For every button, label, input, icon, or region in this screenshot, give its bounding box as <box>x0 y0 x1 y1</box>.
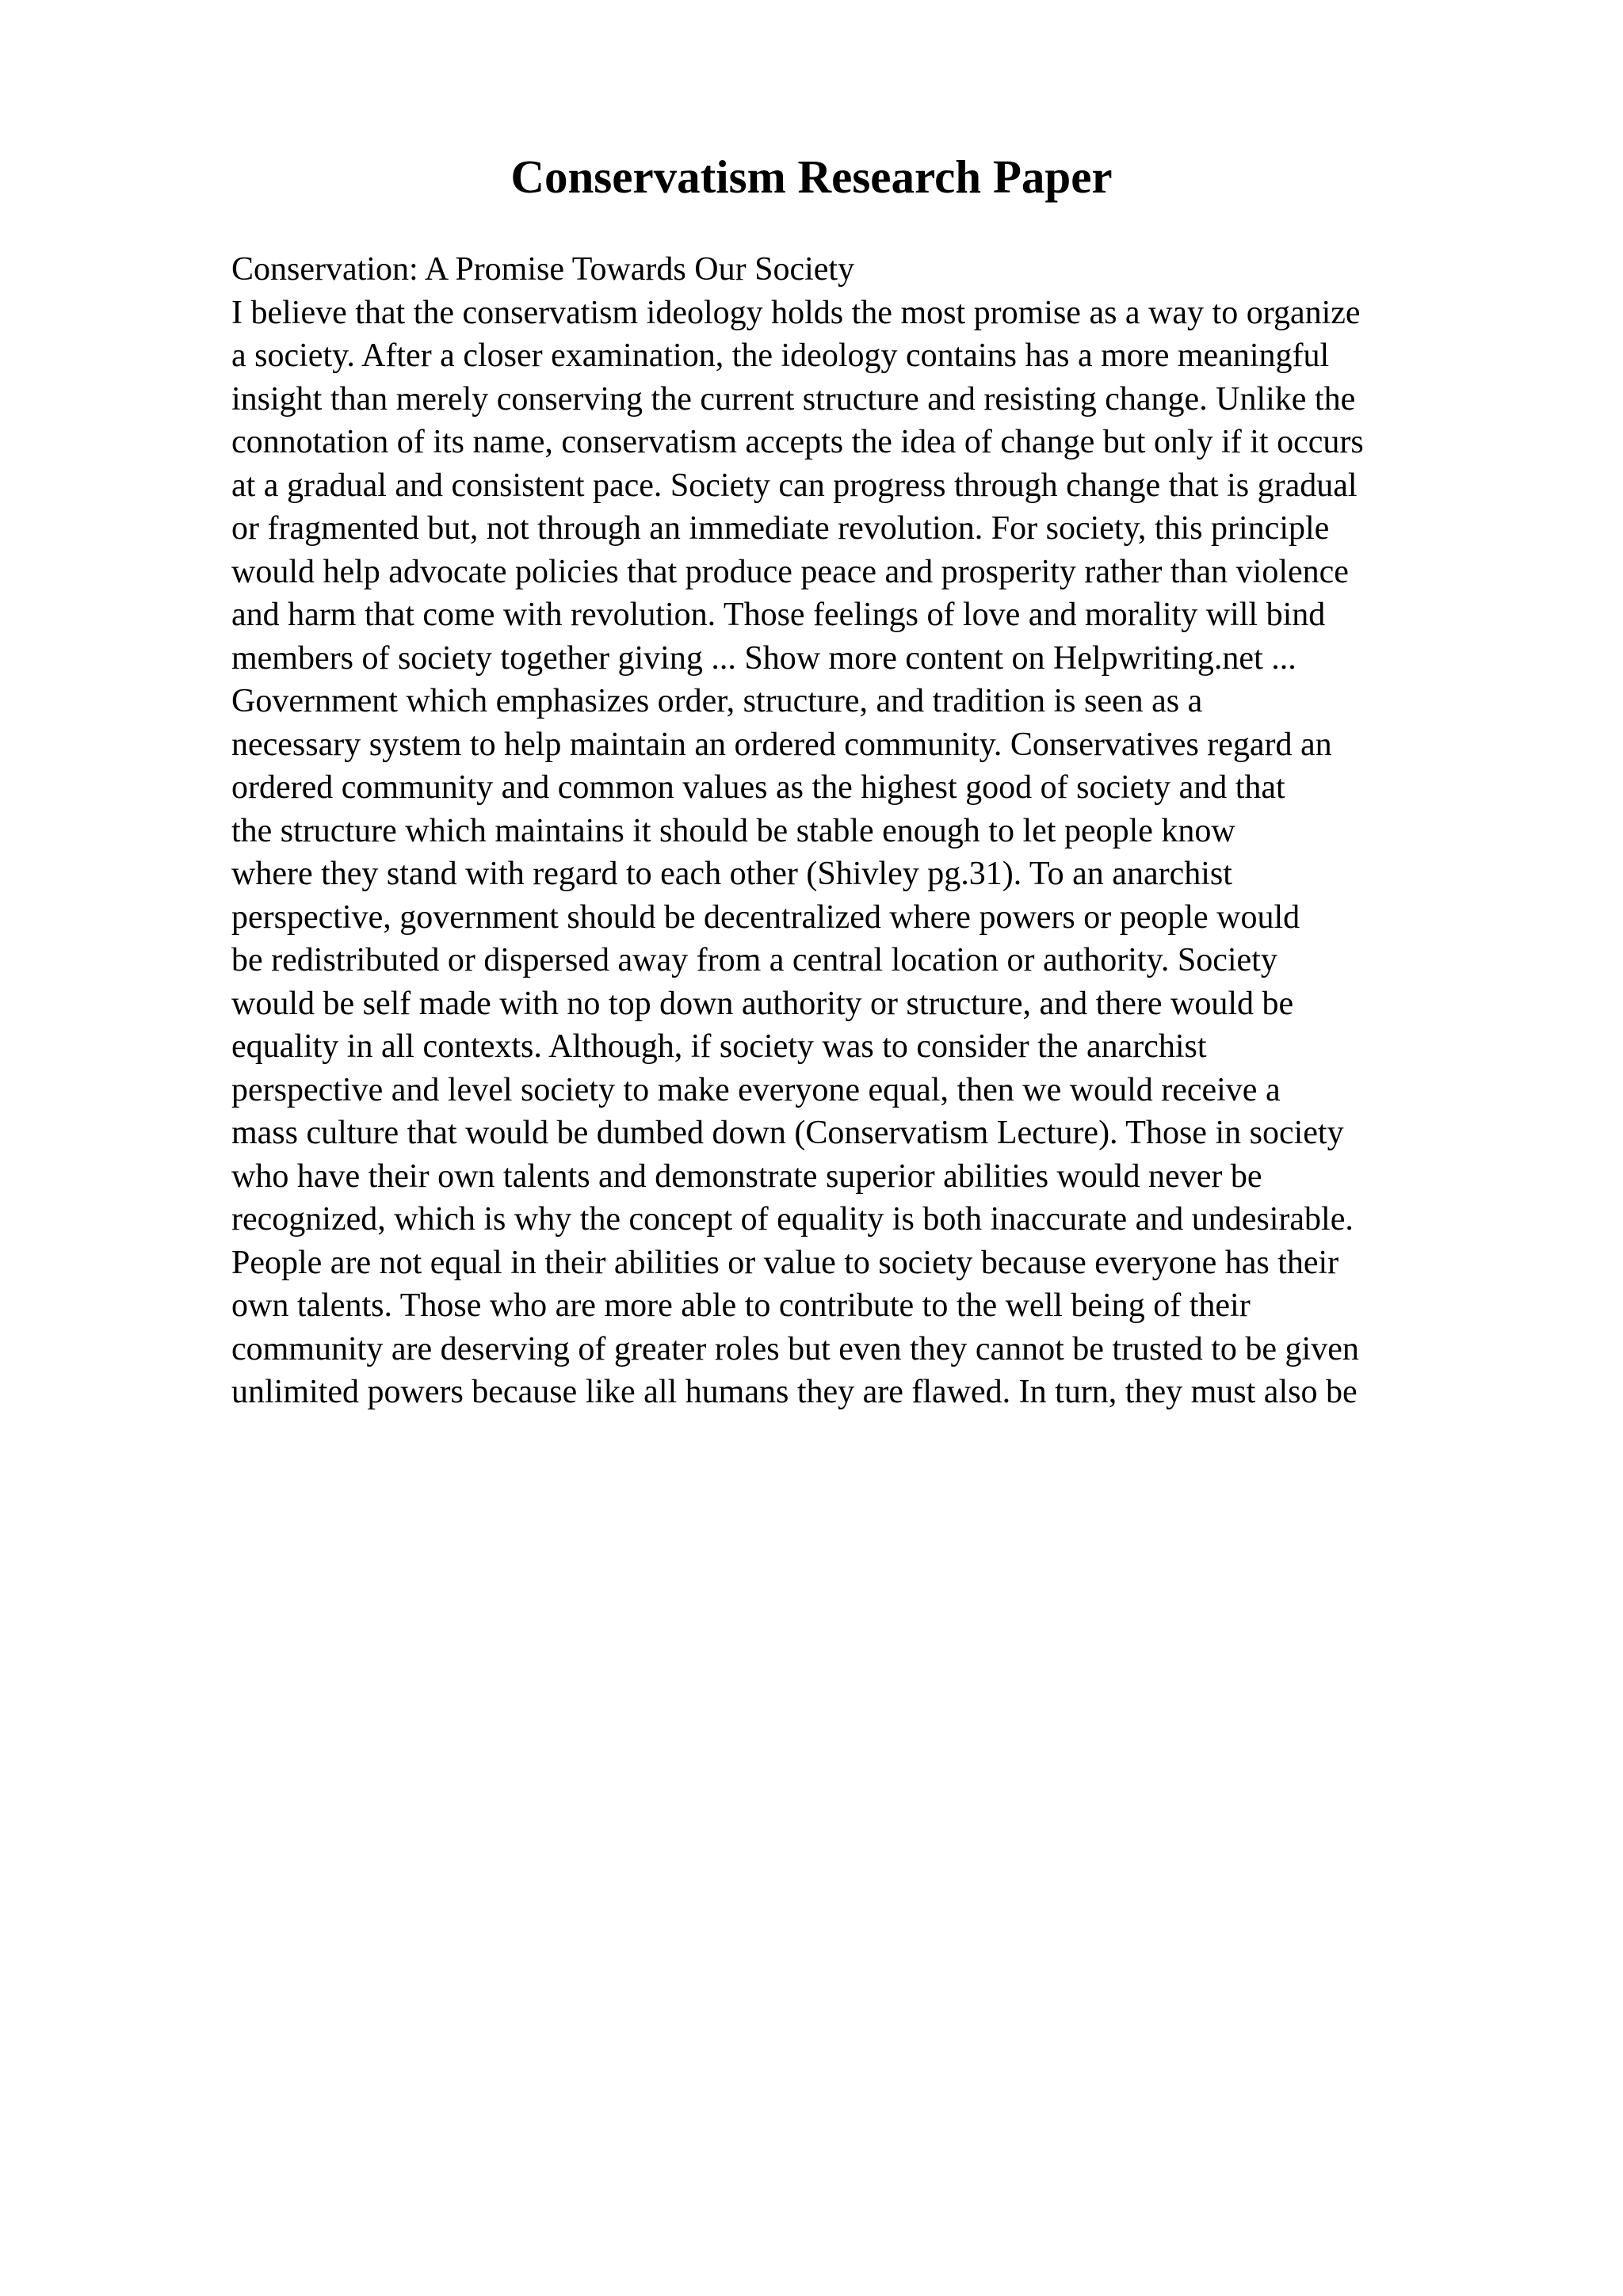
text-line: at a gradual and consistent pace. Society can progress through change that is gradual <box>231 467 1358 504</box>
text-line: unlimited powers because like all humans they are flawed. In turn, they must also be <box>231 1374 1358 1410</box>
text-line: where they stand with regard to each other (Shivley pg.31). To an anarchist <box>231 856 1232 892</box>
text-line: the structure which maintains it should be stable enough to let people know <box>231 812 1235 849</box>
document-body <box>231 248 1499 1414</box>
text-line: own talents. Those who are more able to contribute to the well being of their <box>231 1287 1251 1324</box>
text-line: a society. After a closer examination, the ideology contains has a more meaningful <box>231 338 1330 374</box>
text-line: necessary system to help maintain an ordered community. Conservatives regard an <box>231 726 1332 763</box>
text-line: and harm that come with revolution. Those feelings of love and morality will bind <box>231 597 1326 633</box>
text-line: members of society together giving ... Show more content on Helpwriting.net ... <box>231 639 1296 677</box>
text-line: Government which emphasizes order, structure, and tradition is seen as a <box>231 683 1203 719</box>
text-line: would be self made with no top down authority or structure, and there would be <box>231 985 1294 1022</box>
text-line: perspective and level society to make everyone equal, then we would receive a <box>231 1071 1281 1108</box>
text-line: community are deserving of greater roles but even they cannot be trusted to be given <box>231 1330 1359 1367</box>
text-line: mass culture that would be dumbed down (Conservatism Lecture). Those in society <box>231 1115 1344 1151</box>
text-line: connotation of its name, conservatism accepts the idea of change but only if it occurs <box>231 424 1364 460</box>
text-line: Conservation: A Promise Towards Our Society <box>231 251 855 288</box>
text-line: insight than merely conserving the current structure and resisting change. Unlike the <box>231 380 1356 418</box>
text-line: who have their own talents and demonstrate superior abilities would never be <box>231 1158 1262 1195</box>
text-line: recognized, which is why the concept of equality is both inaccurate and undesirable. <box>231 1201 1354 1238</box>
text-line: be redistributed or dispersed away from a central location or authority. Society <box>231 942 1277 978</box>
text-line: People are not equal in their abilities or value to society because everyone has their <box>231 1244 1339 1281</box>
text-line: perspective, government should be decentralized where powers or people would <box>231 898 1300 936</box>
text-line: or fragmented but, not through an immediate revolution. For society, this principle <box>231 510 1330 547</box>
text-line: equality in all contexts. Although, if society was to consider the anarchist <box>231 1028 1207 1065</box>
text-line: ordered community and common values as the highest good of society and that <box>231 769 1285 806</box>
document-title: Conservatism Research Paper <box>510 151 1113 203</box>
text-line: I believe that the conservatism ideology holds the most promise as a way to organize <box>231 294 1361 331</box>
text-line: would help advocate policies that produce peace and prosperity rather than violence <box>231 553 1349 590</box>
